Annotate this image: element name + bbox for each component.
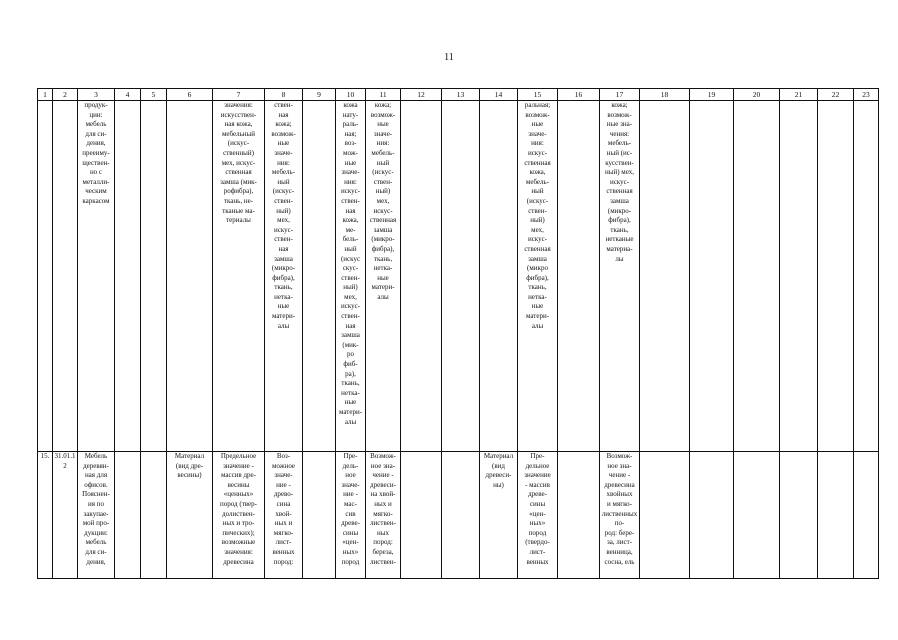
table-cell-col-13 (442, 101, 480, 452)
table-cell-col-7: значения: искусствен- ная кожа, мебельный (искус- ственный) мех, искус- ственная замша (мик- рофибра), ткань, не- тканые ма- териалы (213, 101, 265, 452)
table-cell-col-17: Возмож- ное зна- чение - древесина хвойных и мягко- лиственных по- род: бере- за, лист- венница, сосна, ель (600, 452, 640, 579)
table-cell-col-12 (401, 452, 442, 579)
column-number-23: 23 (854, 89, 879, 101)
column-number-3: 3 (78, 89, 115, 101)
column-number-17: 17 (600, 89, 640, 101)
column-number-1: 1 (38, 89, 53, 101)
table-cell-col-2 (53, 101, 78, 452)
column-number-10: 10 (336, 89, 366, 101)
table-cell-col-14 (480, 101, 518, 452)
table-cell-col-23 (854, 101, 879, 452)
table-cell-col-23 (854, 452, 879, 579)
table-cell-col-4 (115, 101, 141, 452)
table-cell-col-21 (780, 452, 818, 579)
table-cell-col-9 (303, 101, 336, 452)
table-cell-col-18 (640, 101, 690, 452)
column-number-4: 4 (115, 89, 141, 101)
table-cell-col-10: Пре- дель- ное значе- ние - мас- сив древе- сины «цен- ных» пород (336, 452, 366, 579)
table-cell-col-15: ральная; возмож- ные значе- ния: искус- ственная кожа, мебель- ный (искус- ствен- ный) мех, искус- ственная замша (микро фибра), ткань, нетка- ные матери- алы (518, 101, 558, 452)
table-row (38, 101, 879, 452)
table-cell-col-8: Воз- можное значе- ние - древо- сина хвой- ных и мягко- лист- венных пород: (265, 452, 303, 579)
column-number-16: 16 (558, 89, 600, 101)
column-number-7: 7 (213, 89, 265, 101)
table-cell-col-15: Пре- дельное значение - массив древе- сины «цен- ных» пород (твердо- лист- венных (518, 452, 558, 579)
table-cell-col-19 (690, 452, 734, 579)
column-number-14: 14 (480, 89, 518, 101)
table-cell-col-19 (690, 101, 734, 452)
table-cell-col-21 (780, 101, 818, 452)
column-number-8: 8 (265, 89, 303, 101)
table-cell-col-6: Материал (вид дре- весины) (167, 452, 213, 579)
table-cell-col-4 (115, 452, 141, 579)
table-cell-col-1: 15. (38, 452, 53, 579)
table-cell-col-11: Возмож- ное зна- чение - древеси- на хвой- ных и мягко- листвен- ных пород: береза, листвен- (366, 452, 401, 579)
table-cell-col-2: 31.01.1 2 (53, 452, 78, 579)
column-number-21: 21 (780, 89, 818, 101)
column-number-2: 2 (53, 89, 78, 101)
table-cell-col-1 (38, 101, 53, 452)
column-number-15: 15 (518, 89, 558, 101)
table-cell-col-16 (558, 452, 600, 579)
table-cell-col-7: Предельное значение - массив дре- весины «ценных» пород (твер- долиствен- ных и тро- пических); возможные значения: древесина (213, 452, 265, 579)
column-number-20: 20 (734, 89, 780, 101)
column-number-6: 6 (167, 89, 213, 101)
table-cell-col-16 (558, 101, 600, 452)
table-cell-col-22 (818, 101, 854, 452)
column-number-18: 18 (640, 89, 690, 101)
table-cell-col-9 (303, 452, 336, 579)
column-number-11: 11 (366, 89, 401, 101)
table-cell-col-5 (141, 101, 167, 452)
table-cell-col-20 (734, 452, 780, 579)
column-number-12: 12 (401, 89, 442, 101)
table-cell-col-14: Материал (вид древеси- ны) (480, 452, 518, 579)
table-cell-col-6 (167, 101, 213, 452)
table-cell-col-12 (401, 101, 442, 452)
column-number-9: 9 (303, 89, 336, 101)
table-cell-col-13 (442, 452, 480, 579)
table-cell-col-17: кожа; возмож- ные зна- чения: мебель- ный (ис- кусствен- ный) мех, искус- ственная замша (микро- фибра), ткань, нетканые материа- лы (600, 101, 640, 452)
specification-table (37, 88, 879, 579)
table-cell-col-11: кожа; возмож- ные значе- ния: мебель- ный (искус- ствен- ный) мех, искус- ственная замша (микро- фибра), ткань, нетка- ные матери- алы (366, 101, 401, 452)
column-number-13: 13 (442, 89, 480, 101)
column-number-19: 19 (690, 89, 734, 101)
table-cell-col-8: ствен- ная кожа; возмож- ные значе- ния: мебель- ный (искус- ствен- ный) мех, искус- ствен- ная замша (микро- фибра), ткань, нетка- ные матери- алы (265, 101, 303, 452)
table-cell-col-22 (818, 452, 854, 579)
page-number: 11 (444, 52, 454, 63)
table-cell-col-20 (734, 101, 780, 452)
column-number-5: 5 (141, 89, 167, 101)
table-cell-col-3: Мебель деревян- ная для офисов. Пояснен- ия по закупае- мой про- дукции: мебель для си- дения, (78, 452, 115, 579)
header-row (38, 89, 879, 101)
table-cell-col-5 (141, 452, 167, 579)
column-number-22: 22 (818, 89, 854, 101)
table-row (38, 452, 879, 579)
table-cell-col-10: кожа нату- раль- ная; воз- мож- ные значе- ния: искус- ствен- ная кожа, ме- бель- ный (искус скус- ствен- ный) мех, искус- ствен- ная замша (мик- ро фиб- ра), ткань, нетка- ные матери- алы (336, 101, 366, 452)
table-cell-col-18 (640, 452, 690, 579)
table-cell-col-3: продук- ции: мебель для си- дения, прееиму- ществен- но с металли- ческим каркасом (78, 101, 115, 452)
